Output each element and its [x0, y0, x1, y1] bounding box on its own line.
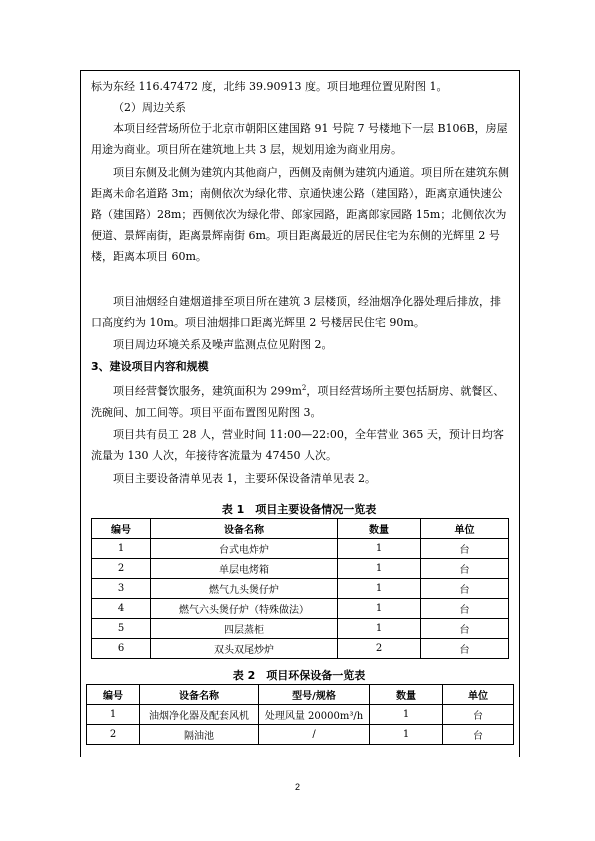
table2	[86, 684, 514, 745]
table-cell: 2	[338, 639, 421, 659]
paragraph-neighbors: 项目东侧及北侧为建筑内其他商户，西侧及南侧为建筑内通道。项目所在建筑东侧距离未命名道路 3m；南侧依次为绿化带、京通快速公路（建国路），距离京通快速公路（建国路）28m；西侧依次为绿化带、郎家园路，距离郎家园路 15m；北侧依次为便道、景辉南街，距离景辉南街 6m。项目距离最近的居民住宅为东侧的光辉里 2 号楼，距离本项目 60m。	[91, 166, 509, 263]
paragraph-staff: 项目共有员工 28 人，营业时间 11:00—22:00，全年营业 365 天，预计日均客流量为 130 人次，年接待客流量为 47450 人次。	[91, 428, 504, 462]
table-cell: 台式电炸炉	[151, 539, 338, 559]
table1-caption: 表 1 项目主要设备情况一览表	[221, 503, 377, 516]
table2-header: 单位	[443, 685, 514, 705]
table2-header: 设备名称	[140, 685, 259, 705]
table2-header: 数量	[370, 685, 443, 705]
paragraph-site: 本项目经营场所位于北京市朝阳区建国路 91 号院 7 号楼地下一层 B106B，房屋用途为商业。项目所在建筑地上共 3 层，规划用途为商业用房。	[91, 122, 508, 156]
page-number: 2	[294, 782, 300, 792]
table-cell: 台	[421, 599, 509, 619]
table-cell: 6	[92, 639, 151, 659]
table-cell: 2	[87, 725, 140, 745]
table-cell: 隔油池	[140, 725, 259, 745]
table1-header: 单位	[421, 519, 509, 539]
table-cell: 1	[338, 599, 421, 619]
table-cell: 1	[87, 705, 140, 725]
table-cell: 单层电烤箱	[151, 559, 338, 579]
table-row	[92, 599, 509, 619]
paragraph-area: 项目经营餐饮服务，建筑面积为 $299m^2$，项目经营场所主要包括厨房、就餐区、洗碗间、加工间等。项目平面布置图见附图 3。	[91, 384, 505, 419]
table-row	[92, 559, 509, 579]
table-cell: 台	[421, 619, 509, 639]
table-cell: 4	[92, 599, 151, 619]
table-cell: 台	[421, 559, 509, 579]
table-cell: 油烟净化器及配套风机	[140, 705, 259, 725]
table-cell: 燃气九头煲仔炉	[151, 579, 338, 599]
table-cell: 1	[338, 619, 421, 639]
table-cell: 台	[421, 539, 509, 559]
table-row	[92, 639, 509, 659]
table-cell: 处理风量 20000m³/h	[259, 705, 370, 725]
table-cell: 3	[92, 579, 151, 599]
paragraph-location: 标为东经 116.47472 度，北纬 39.90913 度。项目地理位置见附图 1。	[91, 80, 448, 93]
table-cell: 双头双尾炒炉	[151, 639, 338, 659]
table1-header: 编号	[92, 519, 151, 539]
table1-header: 设备名称	[151, 519, 338, 539]
table-cell: 台	[443, 725, 514, 745]
table-cell: 1	[338, 579, 421, 599]
table-cell: 2	[92, 559, 151, 579]
table2-header: 型号/规格	[259, 685, 370, 705]
table-cell: 1	[338, 559, 421, 579]
table2-header: 编号	[87, 685, 140, 705]
table-cell: 台	[421, 579, 509, 599]
table-cell: 1	[92, 539, 151, 559]
table-cell: 台	[443, 705, 514, 725]
table-cell: /	[259, 725, 370, 745]
table-row	[87, 705, 514, 725]
table-cell: 1	[370, 705, 443, 725]
table-row	[92, 539, 509, 559]
table2-header-row	[87, 685, 514, 705]
table1-header: 数量	[338, 519, 421, 539]
paragraph-equipment-ref: 项目主要设备清单见表 1，主要环保设备清单见表 2。	[113, 472, 376, 485]
table-row	[92, 619, 509, 639]
table-cell: 四层蒸柜	[151, 619, 338, 639]
table-cell: 台	[421, 639, 509, 659]
paragraph-exhaust: 项目油烟经自建烟道排至项目所在建筑 3 层楼顶，经油烟净化器处理后排放，排口高度约为 10m。项目油烟排口距离光辉里 2 号楼居民住宅 90m。	[91, 295, 501, 329]
table2-caption: 表 2 项目环保设备一览表	[232, 669, 366, 682]
table-cell: 燃气六头煲仔炉（特殊做法）	[151, 599, 338, 619]
table1-header-row	[92, 519, 509, 539]
table1	[91, 518, 509, 659]
table-cell: 1	[370, 725, 443, 745]
table-cell: 1	[338, 539, 421, 559]
paragraph-monitoring: 项目周边环境关系及噪声监测点位见附图 2。	[113, 338, 333, 351]
table-row	[92, 579, 509, 599]
subheading-surroundings: （2）周边关系	[113, 101, 186, 114]
table-row	[87, 725, 514, 745]
table-cell: 5	[92, 619, 151, 639]
section-heading: 3、建设项目内容和规模	[91, 360, 209, 373]
